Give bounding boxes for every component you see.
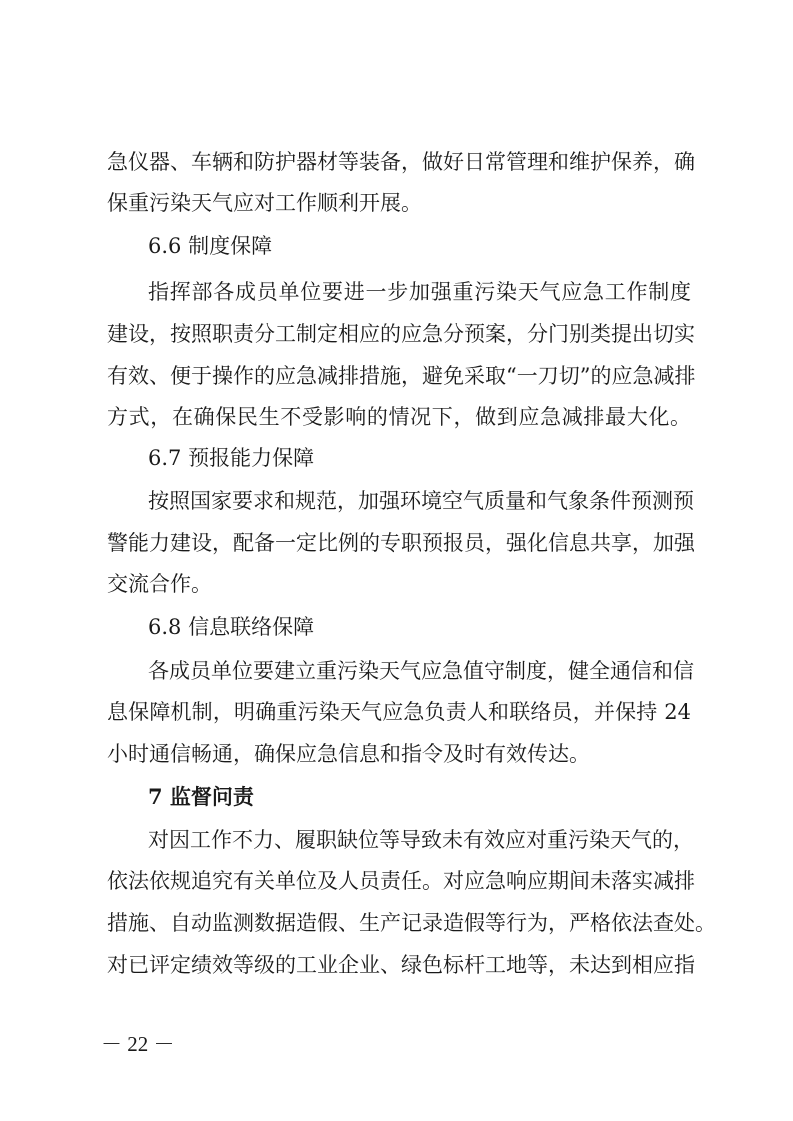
paragraph-line: 各成员单位要建立重污染天气应急值守制度，健全通信和信	[148, 659, 694, 683]
paragraph-line: 指挥部各成员单位要进一步加强重污染天气应急工作制度	[148, 280, 691, 304]
section-heading-6-7: 6.7 预报能力保障	[148, 446, 315, 470]
paragraph-line: 建设，按照职责分工制定相应的应急分预案，分门别类提出切实	[107, 322, 695, 346]
paragraph-line: 按照国家要求和规范，加强环境空气质量和气象条件预测预	[148, 489, 694, 513]
paragraph-line: 小时通信畅通，确保应急信息和指令及时有效传达。	[107, 742, 590, 766]
paragraph-line: 依法依规追究有关单位及人员责任。对应急响应期间未落实减排	[107, 869, 695, 893]
paragraph-line: 警能力建设，配备一定比例的专职预报员，强化信息共享，加强	[107, 531, 695, 555]
paragraph-line: 交流合作。	[107, 572, 212, 596]
section-heading-6-8: 6.8 信息联络保障	[148, 615, 315, 639]
section-heading-6-6: 6.6 制度保障	[148, 234, 273, 258]
paragraph-line: 措施、自动监测数据造假、生产记录造假等行为，严格依法查处。	[107, 911, 716, 935]
page-number: － 22 －	[101, 1032, 175, 1056]
section-heading-7: 7 监督问责	[148, 784, 254, 809]
paragraph-line: 保重污染天气应对工作顺利开展。	[107, 191, 422, 215]
paragraph-line: 有效、便于操作的应急减排措施，避免采取“一刀切”的应急减排	[107, 364, 696, 388]
paragraph-line: 对因工作不力、履职缺位等导致未有效应对重污染天气的，	[148, 828, 694, 852]
paragraph-line: 对已评定绩效等级的工业企业、绿色标杆工地等，未达到相应指	[107, 953, 695, 977]
paragraph-line: 方式，在确保民生不受影响的情况下，做到应急减排最大化。	[107, 405, 691, 429]
paragraph-line: 急仪器、车辆和防护器材等装备，做好日常管理和维护保养，确	[107, 150, 695, 174]
paragraph-line: 息保障机制，明确重污染天气应急负责人和联络员，并保持 24	[107, 700, 691, 724]
